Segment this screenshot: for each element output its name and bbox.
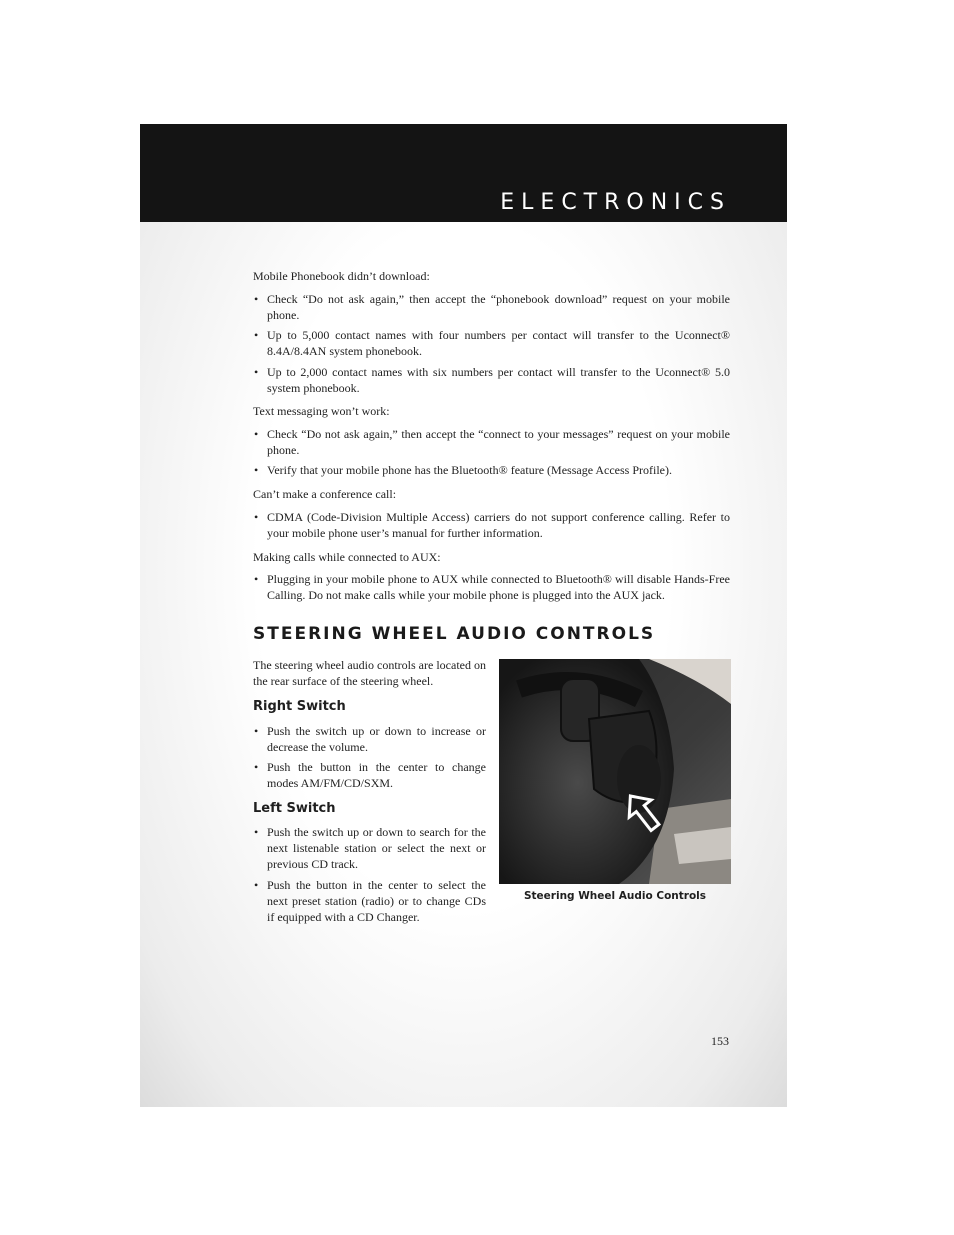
steering-wheel-photo <box>499 659 731 884</box>
steering-section-title: STEERING WHEEL AUDIO CONTROLS <box>253 624 656 644</box>
right-switch-title: Right Switch <box>253 699 346 714</box>
phonebook-bullet-2: • Up to 5,000 contact names with four numbers per contact will transfer to the Uconnect® 8.4A/8.4AN system phonebook. <box>253 327 730 359</box>
steering-intro: The steering wheel audio controls are located on the rear surface of the steering wheel. <box>253 658 486 688</box>
text-messaging-label: Text messaging won’t work: <box>253 404 390 418</box>
right-switch-bullet-1: • Push the switch up or down to increase or decrease the volume. <box>253 723 486 755</box>
manual-page <box>140 124 787 1107</box>
text-bullet-1: • Check “Do not ask again,” then accept the “connect to your messages” request on your mobile phone. <box>253 426 730 458</box>
aux-label: Making calls while connected to AUX: <box>253 550 441 564</box>
header-bar <box>140 124 787 222</box>
left-switch-bullet-1: • Push the switch up or down to search for the next listenable station or select the next or previous CD track. <box>253 824 486 872</box>
right-switch-bullet-2: • Push the button in the center to change modes AM/FM/CD/SXM. <box>253 759 486 791</box>
photo-caption: Steering Wheel Audio Controls <box>523 890 707 902</box>
phonebook-label: Mobile Phonebook didn’t download: <box>253 269 430 283</box>
phonebook-bullet-3: • Up to 2,000 contact names with six numbers per contact will transfer to the Uconnect® 5.0 system phonebook. <box>253 364 730 396</box>
page-number: 153 <box>711 1034 729 1048</box>
conference-bullet-1: • CDMA (Code-Division Multiple Access) carriers do not support conference calling. Refer to your mobile phone user’s manual for further information. <box>253 509 730 541</box>
text-bullet-2: • Verify that your mobile phone has the Bluetooth® feature (Message Access Profile). <box>253 462 730 478</box>
phonebook-bullet-1: • Check “Do not ask again,” then accept the “phonebook download” request on your mobile phone. <box>253 291 730 323</box>
section-header-title: ELECTRONICS <box>500 190 731 215</box>
conference-label: Can’t make a conference call: <box>253 487 397 501</box>
aux-bullet-1: • Plugging in your mobile phone to AUX while connected to Bluetooth® will disable Hands-Free Calling. Do not make calls while your mobile phone is plugged into the AUX jack. <box>253 571 730 603</box>
left-switch-bullet-2: • Push the button in the center to select the next preset station (radio) or to change CDs if equipped with a CD Changer. <box>253 877 486 925</box>
left-switch-title: Left Switch <box>253 801 336 816</box>
